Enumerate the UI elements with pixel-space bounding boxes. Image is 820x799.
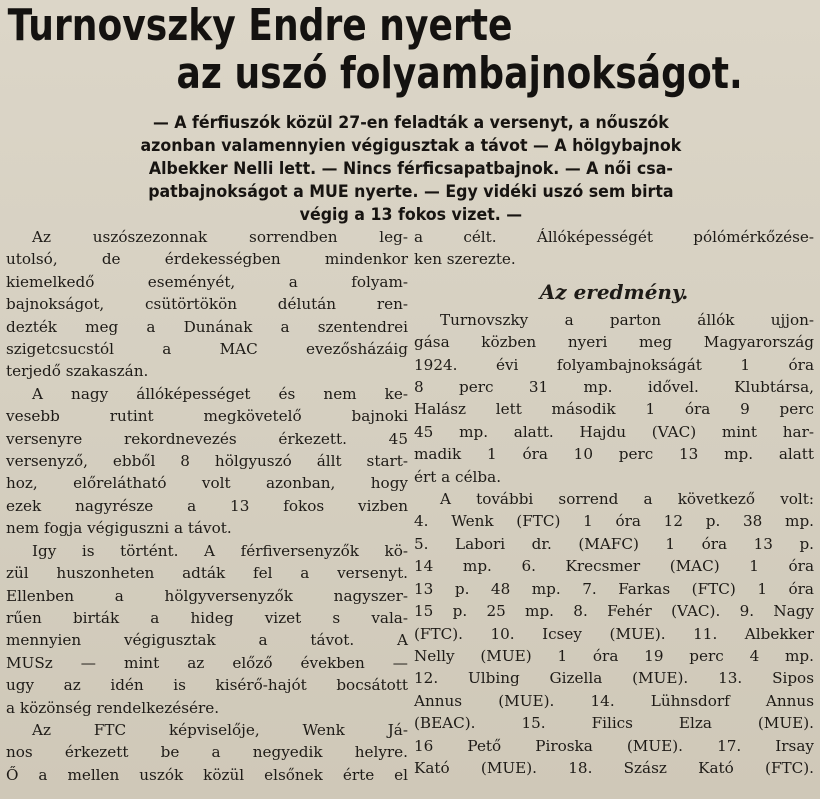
body-line: hoz, előrelátható volt azonban, hogy <box>6 474 408 493</box>
results-line: 15 p. 25 mp. 8. Fehér (VAC). 9. Nagy <box>414 602 814 621</box>
headline <box>6 2 812 98</box>
results-line: Nelly (MUE) 1 óra 19 perc 4 mp. <box>414 646 814 665</box>
body-line: a közönség rendelkezésére. <box>6 698 220 717</box>
results-line: Kató (MUE). 18. Szász Kató (FTC). <box>414 758 814 777</box>
body-line: ken szerezte. <box>414 250 516 269</box>
body-line: nos érkezett be a negyedik helyre. <box>6 743 408 762</box>
body-line: mennyien végigusztak a távot. A <box>6 631 408 650</box>
body-line: versenyre rekordnevezés érkezett. 45 <box>6 429 408 448</box>
results-line: ért a célba. <box>414 467 502 486</box>
subhead-line: Albekker Nelli lett. — Nincs férficsapatbajnok. — A női csa- <box>148 159 673 179</box>
results-line: Turnovszky a parton állók ujjon- <box>440 310 814 329</box>
body-line: terjedő szakaszán. <box>6 362 149 381</box>
results-line: madik 1 óra 10 perc 13 mp. alatt <box>414 445 814 464</box>
subhead-line: patbajnokságot a MUE nyerte. — Egy vidéki uszó sem birta <box>148 182 674 202</box>
results-line: 13 p. 48 mp. 7. Farkas (FTC) 1 óra <box>414 579 814 598</box>
results-line: 8 perc 31 mp. idővel. Klubtársa, <box>414 378 814 397</box>
results-line: (FTC). 10. Icsey (MUE). 11. Albekker <box>414 624 814 643</box>
section-title: Az eredmény. <box>539 279 689 304</box>
results-line: Annus (MUE). 14. Lühnsdorf Annus <box>414 691 814 710</box>
body-line: kiemelkedő eseményét, a folyam- <box>6 272 408 291</box>
right-column <box>414 226 814 786</box>
headline-line-1: Turnovszky Endre nyerte <box>7 0 513 51</box>
subhead-line: azonban valamennyien végigusztak a távot — A hölgybajnok <box>140 136 682 156</box>
body-line: ugy az idén is kisérő-hajót bocsátott <box>6 676 408 695</box>
subheadline <box>8 112 814 227</box>
body-line: Ő a mellen uszók közül elsőnek érte el <box>6 765 408 784</box>
results-line: (BEAC). 15. Filics Elza (MUE). <box>414 714 814 733</box>
results-line: Halász lett második 1 óra 9 perc <box>414 400 814 419</box>
body-line: Igy is történt. A férfiversenyzők kö- <box>32 541 408 560</box>
body-line: Az uszószezonnak sorrendben leg- <box>32 228 408 246</box>
body-line: MUSz — mint az előző években — <box>6 653 408 672</box>
body-line: Ellenben a hölgyversenyzők nagyszer- <box>6 586 408 605</box>
body-line: vesebb rutint megkövetelő bajnoki <box>6 407 408 426</box>
body-line: szigetcsucstól a MAC evezősházáig <box>6 340 408 359</box>
results-line: 5. Labori dr. (MAFC) 1 óra 13 p. <box>414 534 814 553</box>
left-column <box>6 226 408 786</box>
results-line: gása közben nyeri meg Magyarország <box>414 333 814 352</box>
results-line: 12. Ulbing Gizella (MUE). 13. Sipos <box>414 669 814 688</box>
body-line: A nagy állóképességet és nem ke- <box>32 384 408 403</box>
results-line: 45 mp. alatt. Hajdu (VAC) mint har- <box>414 422 814 441</box>
body-line: versenyző, ebből 8 hölgyuszó állt start- <box>6 452 408 471</box>
body-line: utolsó, de érdekességben mindenkor <box>6 250 408 269</box>
results-line: 4. Wenk (FTC) 1 óra 12 p. 38 mp. <box>414 512 814 531</box>
results-line: 1924. évi folyambajnokságát 1 óra <box>414 355 814 374</box>
body-line: rűen birták a hideg vizet s vala- <box>6 608 408 627</box>
body-line: Az FTC képviselője, Wenk Já- <box>32 720 408 739</box>
headline-line-2: az uszó folyambajnokságot. <box>176 48 743 99</box>
results-line: 16 Pető Piroska (MUE). 17. Irsay <box>414 736 814 755</box>
article-body <box>6 226 814 786</box>
subhead-line: végig a 13 fokos vizet. — <box>299 205 523 225</box>
body-line: ezek nagyrésze a 13 fokos vizben <box>6 496 408 515</box>
results-line: 14 mp. 6. Krecsmer (MAC) 1 óra <box>414 557 814 576</box>
body-line: a célt. Állóképességét pólómérkőzése- <box>414 228 814 246</box>
results-line: A további sorrend a következő volt: <box>440 490 814 509</box>
body-line: bajnokságot, csütörtökön délután ren- <box>6 295 408 314</box>
subhead-line: — A férfiuszók közül 27-en feladták a versenyt, a nőuszók <box>152 113 669 133</box>
body-line: zül huszonheten adták fel a versenyt. <box>6 564 408 583</box>
body-line: dezték meg a Dunának a szentendrei <box>6 317 408 336</box>
body-line: nem fogja végiguszni a távot. <box>6 519 232 538</box>
